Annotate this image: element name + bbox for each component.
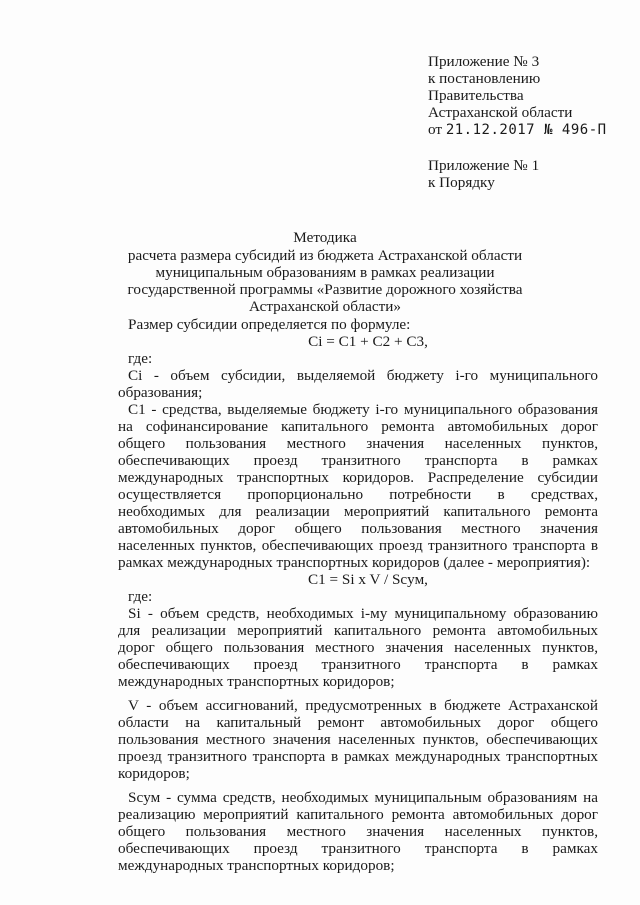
formula-c1: C1 = Si x V / Scум, (308, 571, 428, 588)
appendix-header (428, 53, 628, 191)
appendix-authority: Правительства (428, 87, 524, 104)
document-body (118, 316, 598, 874)
appendix2-number: Приложение № 1 (428, 157, 540, 174)
title-main: Методика (293, 229, 357, 246)
appendix-date-prefix: от (428, 121, 443, 138)
appendix-ref: к постановлению (428, 70, 541, 87)
v-definition: V - объем ассигнований, предусмотренных в бюджете Астраханской области на капитальный ремонт автомобильных дорог общего пользования местного значения населенных пунктов, обеспечивающих проезд транзитного транспорта в рамках международных транспортных коридоров; (118, 697, 598, 782)
c1-definition: C1 - средства, выделяемые бюджету i-го муниципального образования на софинансирование капитального ремонта автомобильных дорог общего пользования местного значения населенных пунктов, обеспечивающих проезд транзитного транспорта в рамках международных транспортных коридоров. Распределение субсидии осуществляется пропорционально потребности в средствах, необходимых для реализации мероприятий капитального ремонта автомобильных дорог общего пользования местного значения населенных пунктов, обеспечивающих проезд транзитного транспорта в рамках международных транспортных коридоров (далее - мероприятия): (118, 401, 598, 571)
appendix-number: Приложение № 3 (428, 53, 540, 70)
where-label-2: где: (128, 588, 153, 605)
intro-text: Размер субсидии определяется по формуле: (128, 316, 411, 333)
appendix-date-number: 21.12.2017 № 496-П (445, 122, 607, 138)
formula-ci: Ci = C1 + C2 + C3, (308, 333, 428, 350)
scum-definition: Scум - сумма средств, необходимых муниципальным образованиям на реализацию мероприятий капитального ремонта автомобильных дорог общего пользования местного значения населенных пунктов, обеспечивающих проезд транзитного транспорта в рамках международных транспортных коридоров; (118, 789, 598, 874)
appendix2-ref: к Порядку (428, 174, 495, 191)
ci-definition: Ci - объем субсидии, выделяемой бюджету i-го муниципального образования; (118, 367, 598, 401)
document-title (100, 229, 550, 315)
appendix-date-line (428, 121, 628, 139)
title-subtitle: расчета размера субсидий из бюджета Астраханской области муниципальным образованиям в рамках реализации государственной программы «Развитие дорожного хозяйства Астраханской области» (127, 247, 523, 315)
si-definition: Si - объем средств, необходимых i-му муниципальному образованию для реализации мероприятий капитального ремонта автомобильных дорог общего пользования местного значения населенных пунктов, обеспечивающих проезд транзитного транспорта в рамках международных транспортных коридоров; (118, 605, 598, 690)
appendix-region: Астраханской области (428, 104, 573, 121)
where-label-1: где: (128, 350, 153, 367)
